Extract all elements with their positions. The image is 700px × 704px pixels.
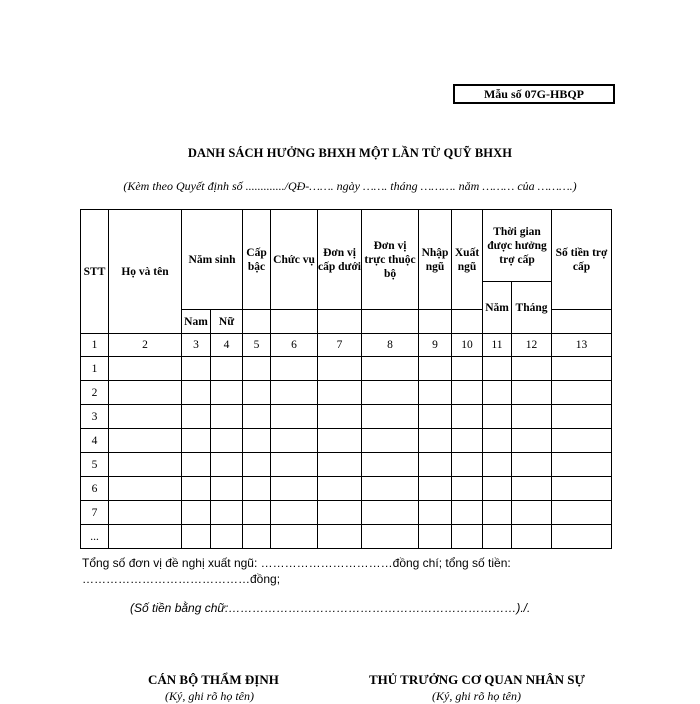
table-cell bbox=[362, 381, 419, 405]
table-cell bbox=[552, 525, 612, 549]
table-cell bbox=[243, 381, 271, 405]
header-empty bbox=[419, 310, 452, 334]
header-benefit-period: Thời gian được hưởng trợ cấp bbox=[483, 210, 552, 282]
table-cell bbox=[211, 453, 243, 477]
table-row bbox=[81, 525, 612, 549]
table-cell bbox=[211, 405, 243, 429]
table-cell bbox=[109, 405, 182, 429]
table-cell bbox=[211, 381, 243, 405]
table-cell bbox=[318, 453, 362, 477]
table-cell bbox=[109, 477, 182, 501]
table-row bbox=[81, 381, 612, 405]
benefit-table bbox=[80, 209, 612, 549]
table-cell bbox=[318, 381, 362, 405]
column-number: 13 bbox=[552, 334, 612, 357]
document-title: DANH SÁCH HƯỞNG BHXH MỘT LẦN TỪ QUỸ BHXH bbox=[187, 146, 513, 160]
header-empty bbox=[271, 310, 318, 334]
table-cell bbox=[552, 477, 612, 501]
row-number: ... bbox=[81, 525, 109, 549]
table-cell bbox=[512, 357, 552, 381]
table-cell bbox=[109, 357, 182, 381]
table-cell bbox=[362, 453, 419, 477]
table-cell bbox=[211, 501, 243, 525]
header-stt: STT bbox=[81, 210, 109, 334]
table-cell bbox=[483, 405, 512, 429]
table-cell bbox=[211, 357, 243, 381]
row-number: 2 bbox=[81, 381, 109, 405]
appraiser-title: CÁN BỘ THẨM ĐỊNH bbox=[148, 672, 279, 687]
table-row bbox=[81, 477, 612, 501]
table-cell bbox=[552, 381, 612, 405]
table-row bbox=[81, 357, 612, 381]
header-empty bbox=[452, 310, 483, 334]
column-number: 1 bbox=[81, 334, 109, 357]
header-position: Chức vụ bbox=[271, 210, 318, 310]
header-months: Tháng bbox=[512, 282, 552, 334]
column-number: 7 bbox=[318, 334, 362, 357]
table-cell bbox=[419, 405, 452, 429]
table-cell bbox=[243, 525, 271, 549]
form-code-box: Mẫu số 07G-HBQP bbox=[453, 84, 615, 104]
row-number: 7 bbox=[81, 501, 109, 525]
table-cell bbox=[182, 357, 211, 381]
table-cell bbox=[483, 453, 512, 477]
table-cell bbox=[552, 501, 612, 525]
column-number: 8 bbox=[362, 334, 419, 357]
column-number: 12 bbox=[512, 334, 552, 357]
header-sub-unit: Đơn vị cấp dưới bbox=[318, 210, 362, 310]
table-cell bbox=[271, 381, 318, 405]
table-cell bbox=[271, 525, 318, 549]
table-cell bbox=[483, 429, 512, 453]
header-amount: Số tiền trợ cấp bbox=[552, 210, 612, 310]
column-number: 4 bbox=[211, 334, 243, 357]
table-cell bbox=[512, 477, 552, 501]
row-number: 6 bbox=[81, 477, 109, 501]
table-cell bbox=[552, 453, 612, 477]
table-cell bbox=[211, 477, 243, 501]
personnel-head-sign-note: (Ký, ghi rõ họ tên) bbox=[432, 689, 521, 703]
table-cell bbox=[182, 477, 211, 501]
table-cell bbox=[419, 453, 452, 477]
table-cell bbox=[452, 429, 483, 453]
table-row bbox=[81, 405, 612, 429]
table-cell bbox=[483, 525, 512, 549]
table-cell bbox=[109, 501, 182, 525]
table-cell bbox=[362, 525, 419, 549]
table-cell bbox=[271, 405, 318, 429]
table-row bbox=[81, 453, 612, 477]
column-number: 11 bbox=[483, 334, 512, 357]
table-cell bbox=[243, 357, 271, 381]
table-cell bbox=[182, 525, 211, 549]
column-number: 3 bbox=[182, 334, 211, 357]
table-cell bbox=[182, 453, 211, 477]
amount-in-words-line: (Số tiền bằng chữ:………………………………………………………………)./. bbox=[130, 601, 531, 615]
row-number: 3 bbox=[81, 405, 109, 429]
table-cell bbox=[243, 501, 271, 525]
table-cell bbox=[109, 525, 182, 549]
table-cell bbox=[271, 453, 318, 477]
personnel-head-title: THỦ TRƯỞNG CƠ QUAN NHÂN SỰ bbox=[369, 672, 585, 687]
header-name: Họ và tên bbox=[109, 210, 182, 334]
table-cell bbox=[109, 453, 182, 477]
table-cell bbox=[452, 357, 483, 381]
row-number: 5 bbox=[81, 453, 109, 477]
table-cell bbox=[512, 501, 552, 525]
table-cell bbox=[419, 501, 452, 525]
totals-line: Tổng số đơn vị đề nghị xuất ngũ: ……………………………đồng chí; tổng số tiền: ……………………………………đồng; bbox=[82, 556, 511, 586]
table-cell bbox=[483, 477, 512, 501]
table-cell bbox=[483, 501, 512, 525]
table-cell bbox=[318, 477, 362, 501]
table-cell bbox=[419, 525, 452, 549]
table-cell bbox=[318, 405, 362, 429]
table-cell bbox=[512, 381, 552, 405]
table-cell bbox=[362, 357, 419, 381]
table-cell bbox=[243, 429, 271, 453]
table-cell bbox=[271, 477, 318, 501]
table-cell bbox=[362, 501, 419, 525]
column-number: 9 bbox=[419, 334, 452, 357]
document-subtitle: (Kèm theo Quyết định số ............./QĐ-……. ngày ……. tháng ………. năm ……… của ……….) bbox=[123, 179, 577, 193]
table-cell bbox=[182, 381, 211, 405]
header-empty bbox=[243, 310, 271, 334]
table-cell bbox=[452, 381, 483, 405]
header-male: Nam bbox=[182, 310, 211, 334]
table-row bbox=[81, 501, 612, 525]
row-number: 1 bbox=[81, 357, 109, 381]
appraiser-sign-note: (Ký, ghi rõ họ tên) bbox=[165, 689, 254, 703]
table-cell bbox=[109, 429, 182, 453]
table-cell bbox=[271, 429, 318, 453]
table-cell bbox=[362, 405, 419, 429]
table-cell bbox=[211, 429, 243, 453]
table-cell bbox=[419, 381, 452, 405]
header-empty bbox=[552, 310, 612, 334]
table-cell bbox=[452, 405, 483, 429]
table-cell bbox=[271, 501, 318, 525]
table-cell bbox=[318, 501, 362, 525]
table-cell bbox=[552, 405, 612, 429]
table-row bbox=[81, 429, 612, 453]
table-cell bbox=[362, 477, 419, 501]
header-birth-year: Năm sinh bbox=[182, 210, 243, 310]
table-cell bbox=[419, 357, 452, 381]
table-cell bbox=[452, 453, 483, 477]
table-cell bbox=[182, 405, 211, 429]
table-cell bbox=[452, 525, 483, 549]
header-discharge: Xuất ngũ bbox=[452, 210, 483, 310]
table-cell bbox=[211, 525, 243, 549]
table-cell bbox=[419, 429, 452, 453]
table-cell bbox=[109, 381, 182, 405]
table-cell bbox=[243, 477, 271, 501]
column-number-row bbox=[81, 334, 612, 357]
header-empty bbox=[362, 310, 419, 334]
table-cell bbox=[483, 357, 512, 381]
column-number: 5 bbox=[243, 334, 271, 357]
table-cell bbox=[318, 525, 362, 549]
header-rank: Cấp bậc bbox=[243, 210, 271, 310]
table-cell bbox=[452, 501, 483, 525]
header-ministry-unit: Đơn vị trực thuộc bộ bbox=[362, 210, 419, 310]
table-body bbox=[81, 357, 612, 549]
header-empty bbox=[318, 310, 362, 334]
column-number: 10 bbox=[452, 334, 483, 357]
table-cell bbox=[512, 429, 552, 453]
table-cell bbox=[182, 429, 211, 453]
row-number: 4 bbox=[81, 429, 109, 453]
table-cell bbox=[552, 357, 612, 381]
column-number: 2 bbox=[109, 334, 182, 357]
table-cell bbox=[243, 405, 271, 429]
table-cell bbox=[452, 477, 483, 501]
table-cell bbox=[318, 429, 362, 453]
column-number: 6 bbox=[271, 334, 318, 357]
table-cell bbox=[271, 357, 318, 381]
table-cell bbox=[182, 501, 211, 525]
table-cell bbox=[318, 357, 362, 381]
table-cell bbox=[483, 381, 512, 405]
table-cell bbox=[243, 453, 271, 477]
header-years: Năm bbox=[483, 282, 512, 334]
table-cell bbox=[512, 405, 552, 429]
header-enlist: Nhập ngũ bbox=[419, 210, 452, 310]
table-cell bbox=[512, 453, 552, 477]
table-cell bbox=[419, 477, 452, 501]
table-cell bbox=[512, 525, 552, 549]
table-cell bbox=[362, 429, 419, 453]
table-cell bbox=[552, 429, 612, 453]
header-female: Nữ bbox=[211, 310, 243, 334]
